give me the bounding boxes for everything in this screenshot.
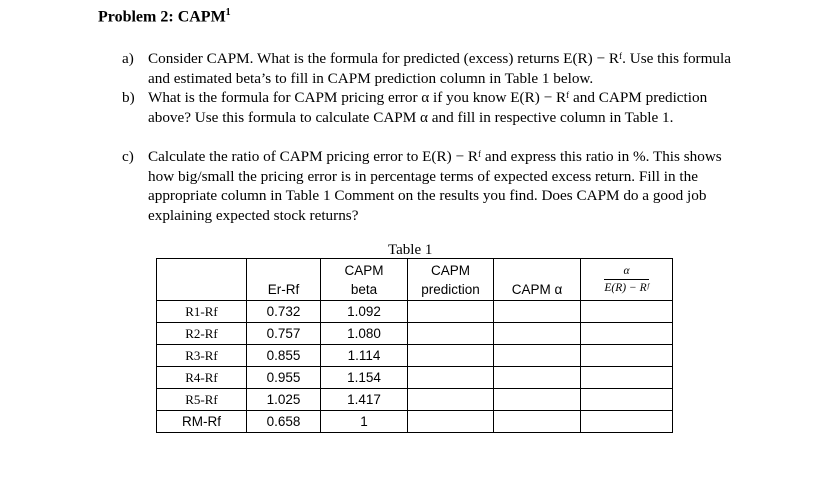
- prediction-cell[interactable]: [408, 411, 494, 433]
- header-alpha-ratio: [581, 259, 673, 301]
- er-rf-cell: 0.955: [247, 367, 321, 389]
- question-text: Calculate the ratio of CAPM pricing error to E(R) − Rᶠ and express this ratio in %. This shows how big/small the pricing error is in percentage terms of expected excess return. Fill in the appropriate column in Table 1 Comment on the results you find. Does CAPM do a good job explaining expected stock returns?: [148, 148, 722, 224]
- table-row: [157, 323, 673, 345]
- header-capm-beta: CAPM beta: [321, 259, 408, 301]
- alpha-cell[interactable]: [494, 323, 581, 345]
- ratio-cell[interactable]: [581, 345, 673, 367]
- beta-cell: 1.080: [321, 323, 408, 345]
- er-rf-cell: 1.025: [247, 389, 321, 411]
- ratio-cell[interactable]: [581, 411, 673, 433]
- header-er-rf: Er-Rf: [247, 259, 321, 301]
- table-caption: Table 1: [388, 242, 433, 258]
- ratio-cell[interactable]: [581, 323, 673, 345]
- beta-cell: 1.154: [321, 367, 408, 389]
- problem-title: Problem 2: CAPM$^1$: [98, 7, 231, 26]
- header-capm-alpha: CAPM α: [494, 259, 581, 301]
- prediction-cell[interactable]: [408, 323, 494, 345]
- footnote-mark: 1: [225, 7, 231, 18]
- beta-cell: 1: [321, 411, 408, 433]
- ratio-cell[interactable]: [581, 389, 673, 411]
- table-header-row: [157, 259, 673, 301]
- er-rf-cell: 0.855: [247, 345, 321, 367]
- question-a: [122, 49, 732, 88]
- prediction-cell[interactable]: [408, 345, 494, 367]
- row-label: R1-Rf: [157, 301, 247, 323]
- beta-cell: 1.417: [321, 389, 408, 411]
- prediction-cell[interactable]: [408, 389, 494, 411]
- er-rf-cell: 0.732: [247, 301, 321, 323]
- alpha-cell[interactable]: [494, 301, 581, 323]
- capm-table: [156, 258, 673, 433]
- row-label: R5-Rf: [157, 389, 247, 411]
- table-row: [157, 411, 673, 433]
- question-label: a): [122, 50, 134, 67]
- row-label: R2-Rf: [157, 323, 247, 345]
- table-row: [157, 389, 673, 411]
- header-capm-prediction: CAPM prediction: [408, 259, 494, 301]
- table-row: [157, 301, 673, 323]
- beta-cell: 1.114: [321, 345, 408, 367]
- ratio-cell[interactable]: [581, 367, 673, 389]
- table-row: [157, 367, 673, 389]
- question-label: c): [122, 148, 134, 165]
- question-label: b): [122, 89, 135, 106]
- er-rf-cell: 0.757: [247, 323, 321, 345]
- alpha-cell[interactable]: [494, 345, 581, 367]
- row-label: R3-Rf: [157, 345, 247, 367]
- question-b: [122, 88, 732, 127]
- alpha-cell[interactable]: [494, 367, 581, 389]
- question-c: [122, 147, 732, 225]
- row-label: R4-Rf: [157, 367, 247, 389]
- question-text: What is the formula for CAPM pricing error α if you know E(R) − Rᶠ and CAPM prediction above? Use this formula to calculate CAPM α and fill in respective column in Table 1.: [148, 89, 708, 126]
- question-text: Consider CAPM. What is the formula for predicted (excess) returns E(R) − Rᶠ. Use this formula and estimated beta’s to fill in CAPM prediction column in Table 1 below.: [148, 50, 731, 87]
- prediction-cell[interactable]: [408, 367, 494, 389]
- table-row: [157, 345, 673, 367]
- ratio-cell[interactable]: [581, 301, 673, 323]
- header-row-label: [157, 259, 247, 301]
- alpha-cell[interactable]: [494, 389, 581, 411]
- prediction-cell[interactable]: [408, 301, 494, 323]
- beta-cell: 1.092: [321, 301, 408, 323]
- row-label: RM-Rf: [157, 411, 247, 433]
- alpha-cell[interactable]: [494, 411, 581, 433]
- alpha-ratio-fraction: $\frac{\alpha}{\text{E(R) − Rᶠ}}$: [604, 264, 649, 294]
- er-rf-cell: 0.658: [247, 411, 321, 433]
